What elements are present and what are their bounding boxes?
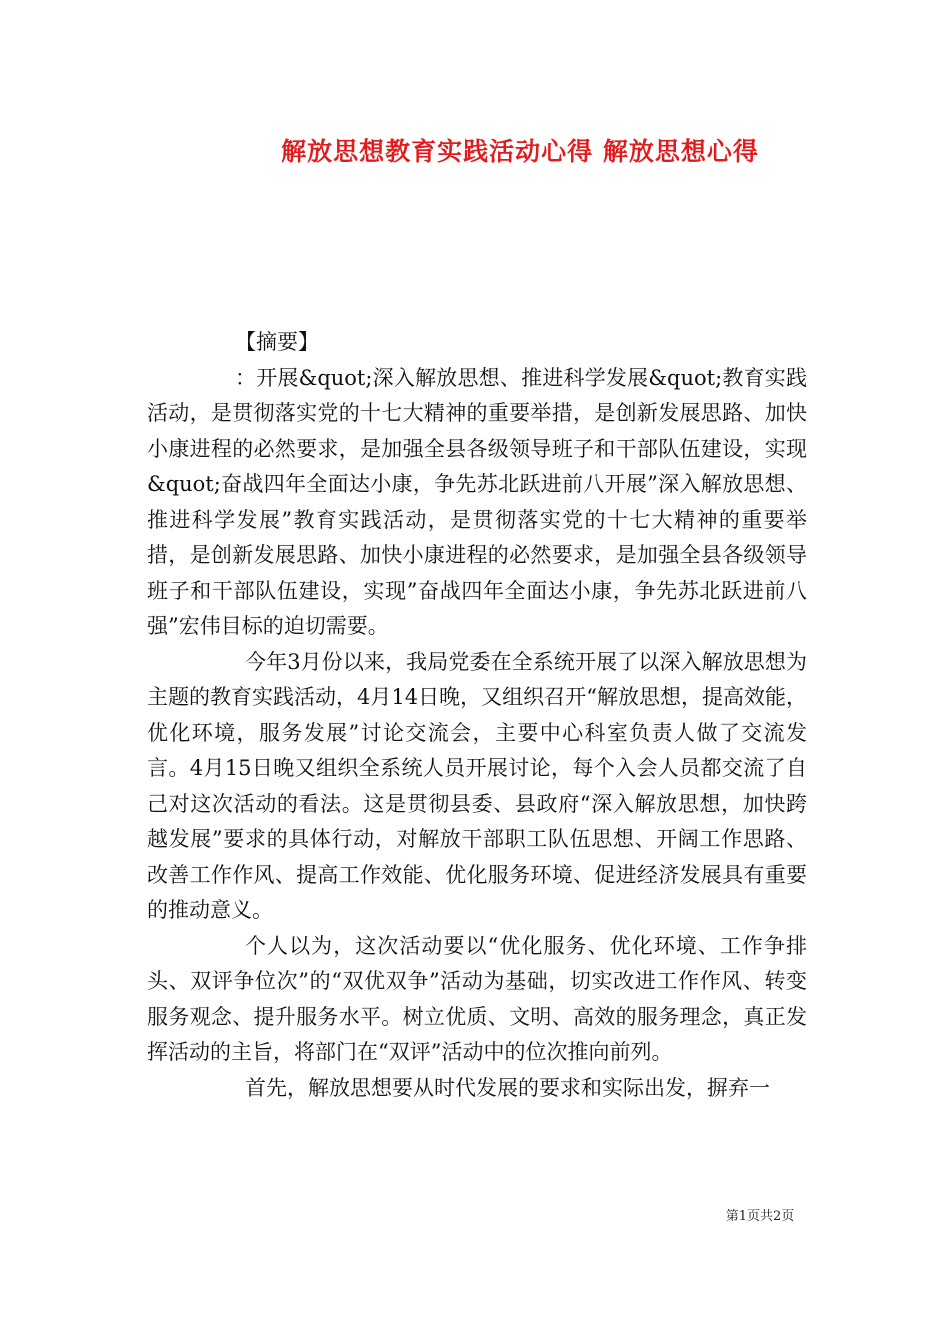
page-number-footer: 第1页共2页 (725, 1209, 795, 1224)
body-paragraph-1: 今年3月份以来，我局党委在全系统开展了以深入解放思想为主题的教育实践活动，4月14日晚，又组织召开“解放思想，提高效能，优化环境，服务发展”讨论交流会，主要中心科室负责人做了交流发言。4月15日晚又组织全系统人员开展讨论，每个入会人员都交流了自己对这次活动的看法。这是贯彻县委、县政府“深入解放思想，加快跨越发展”要求的具体行动，对解放干部职工队伍思想、开阔工作思路、改善工作作风、提高工作效能、优化服务环境、促进经济发展具有重要的推动意义。 (147, 649, 807, 922)
document-title: 解放思想教育实践活动心得 解放思想心得 (281, 137, 759, 166)
abstract-label: 【摘要】 (235, 330, 319, 354)
body-paragraph-2: 个人以为，这次活动要以“优化服务、优化环境、工作争排头、双评争位次”的“双优双争”活动为基础，切实改进工作作风、转变服务观念、提升服务水平。树立优质、文明、高效的服务理念，真正发挥活动的主旨，将部门在“双评”活动中的位次推向前列。 (147, 933, 807, 1064)
document-body (147, 325, 807, 1106)
body-paragraph-3: 首先，解放思想要从时代发展的要求和实际出发，摒弃一 (245, 1075, 770, 1100)
abstract-text: ：开展&quot;深入解放思想、推进科学发展&quot;教育实践活动，是贯彻落实党的十七大精神的重要举措，是创新发展思路、加快小康进程的必然要求，是加强全县各级领导班子和干部队伍建设，实现&quot;奋战四年全面达小康，争先苏北跃进前八开展”深入解放思想、推进科学发展”教育实践活动，是贯彻落实党的十七大精神的重要举措，是创新发展思路、加快小康进程的必然要求，是加强全县各级领导班子和干部队伍建设，实现”奋战四年全面达小康，争先苏北跃进前八强”宏伟目标的迫切需要。 (147, 365, 807, 638)
